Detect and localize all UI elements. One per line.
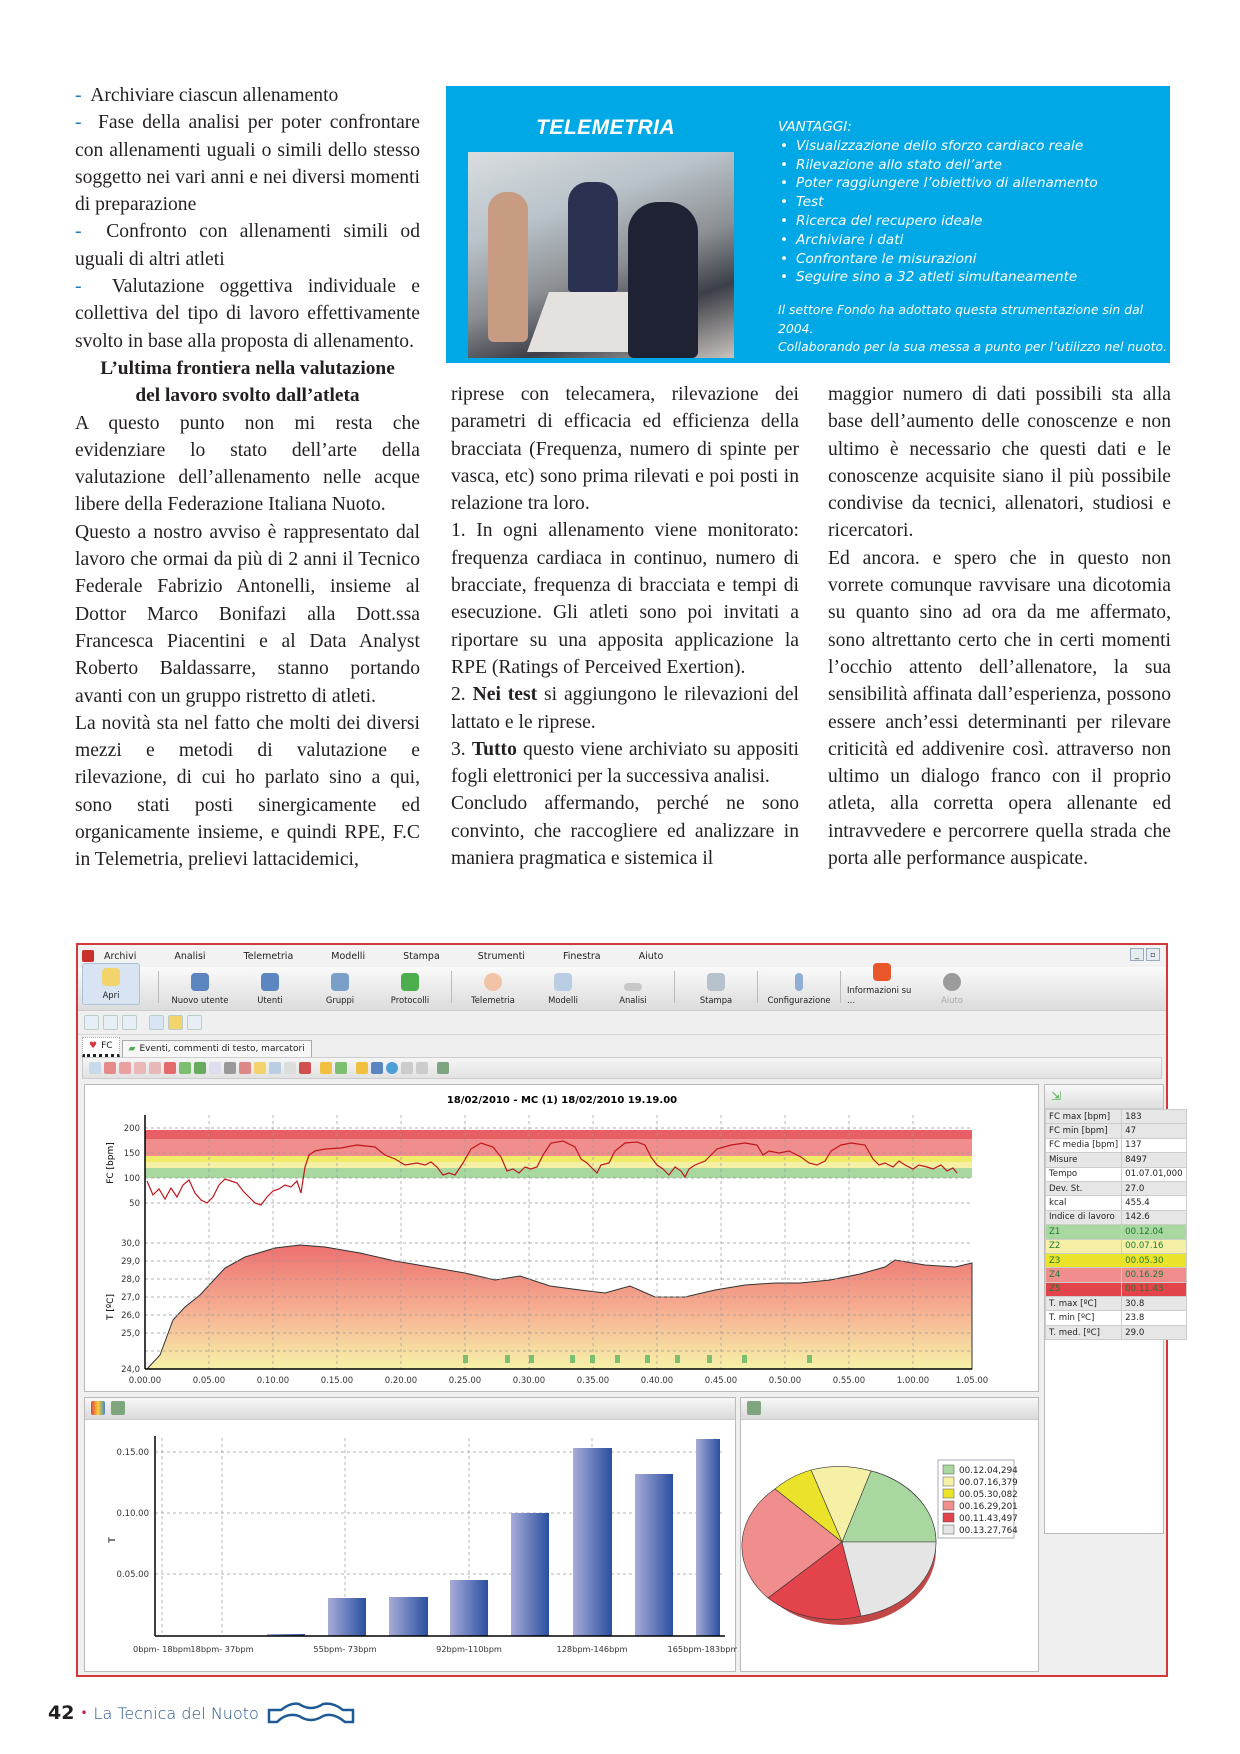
menu-strumenti[interactable]: Strumenti: [477, 950, 525, 962]
photo-figure: [568, 182, 618, 292]
stat-label: Tempo: [1046, 1167, 1122, 1181]
toolbar-protocolli[interactable]: [375, 973, 445, 1005]
pie-chart: [742, 1467, 936, 1625]
toolbar-configurazione[interactable]: [764, 973, 834, 1005]
stat-row: [1046, 1196, 1187, 1210]
svg-text:00.16.29,201: 00.16.29,201: [959, 1502, 1018, 1512]
add-user-icon: [191, 973, 209, 991]
svg-text:200: 200: [123, 1124, 140, 1134]
flag-add-icon[interactable]: [179, 1062, 191, 1074]
toolbar-telemetria[interactable]: [458, 973, 528, 1005]
main-toolbar: [78, 967, 1166, 1011]
paragraph: A questo punto non mi resta che evidenziare lo stato dell’arte della valutazione dell’allenamento nelle acque libere della Federazione Italiana Nuoto.: [75, 412, 420, 516]
vantaggi-item: • Confrontare le misurazioni: [778, 250, 1098, 269]
trend-icon[interactable]: [164, 1062, 176, 1074]
svg-text:28,0: 28,0: [121, 1275, 140, 1285]
toolbar-separator: [158, 971, 159, 1003]
stat-value: 00.12.04: [1122, 1225, 1186, 1239]
svg-text:128bpm-146bpm: 128bpm-146bpm: [556, 1644, 628, 1654]
toolbar-label: Modelli: [548, 995, 578, 1005]
svg-text:26,0: 26,0: [121, 1311, 140, 1321]
zone-z3: [145, 1156, 972, 1162]
statistics-table: [1045, 1109, 1187, 1340]
vantaggi-label: VANTAGGI:: [778, 119, 852, 135]
toolbar-label: Telemetria: [471, 995, 515, 1005]
swimmers-photo: [468, 152, 734, 358]
bullet-dash: -: [75, 85, 82, 106]
fc-y-ticks: [124, 1124, 140, 1209]
svg-text:0.10.00: 0.10.00: [256, 1376, 290, 1386]
svg-text:0.00.00: 0.00.00: [128, 1376, 162, 1386]
toolbar-modelli[interactable]: [528, 973, 598, 1005]
svg-text:00.05.30,082: 00.05.30,082: [959, 1490, 1018, 1500]
bullet-item: [75, 273, 420, 355]
column-1: [75, 82, 420, 874]
stat-label: Indice di lavoro: [1046, 1210, 1122, 1224]
heart-icon: ♥: [89, 1041, 98, 1051]
copy-icon[interactable]: [254, 1062, 266, 1074]
stat-label: FC media [bpm]: [1046, 1138, 1122, 1152]
temperature-area: [147, 1245, 972, 1369]
fc-temperature-svg: [85, 1085, 1040, 1393]
toolbar-label: Utenti: [257, 995, 283, 1005]
stat-label: T. max [ºC]: [1046, 1297, 1122, 1311]
subheading-line-2: del lavoro svolto dall’atleta: [135, 385, 360, 407]
stat-label: Z2: [1046, 1239, 1122, 1253]
svg-text:0.35.00: 0.35.00: [576, 1376, 610, 1386]
svg-text:00.11.43,497: 00.11.43,497: [959, 1514, 1018, 1524]
svg-text:0.55.00: 0.55.00: [832, 1376, 866, 1386]
bullet-item: [75, 82, 420, 109]
image-export-icon[interactable]: [437, 1062, 449, 1074]
vantaggi-item: • Test: [778, 193, 1098, 212]
restore-button[interactable]: ▫: [1146, 948, 1160, 961]
svg-text:00.12.04,294: 00.12.04,294: [959, 1466, 1018, 1476]
vantaggi-item: • Archiviare i dati: [778, 231, 1098, 250]
paragraph: maggior numero di dati possibili sta alla base dell’aumento delle conoscenze e non ultimo è necessario che questi dati e le conoscenze acquisite siano il più possibile condivise da tecnici, allenatori, studiosi e ricercatori.: [828, 384, 1171, 542]
svg-text:92bpm-110bpm: 92bpm-110bpm: [436, 1644, 502, 1654]
stat-row: [1046, 1253, 1187, 1267]
vantaggi-item: • Poter raggiungere l’obiettivo di allenamento: [778, 174, 1098, 193]
stat-value: 00.16.29: [1122, 1268, 1186, 1282]
svg-text:24,0: 24,0: [121, 1365, 140, 1375]
stat-value: 30.8: [1122, 1297, 1186, 1311]
subheading: [75, 355, 420, 410]
box-title: TELEMETRIA: [536, 116, 676, 139]
help-icon: [943, 973, 961, 991]
filter-icon[interactable]: [149, 1015, 164, 1030]
image-export-icon[interactable]: [111, 1401, 125, 1415]
photo-figure: [628, 202, 698, 358]
stat-label: FC max [bpm]: [1046, 1110, 1122, 1124]
pie-svg: [741, 1420, 1040, 1670]
svg-text:0.40.00: 0.40.00: [640, 1376, 674, 1386]
toolbar-informazioni[interactable]: [847, 963, 917, 1005]
fc-y-label: FC [bpm]: [106, 1142, 116, 1184]
stat-row: [1046, 1268, 1187, 1282]
toolbar-aiuto[interactable]: [917, 973, 987, 1005]
menu-stampa[interactable]: Stampa: [403, 950, 440, 962]
numbered-item: [451, 736, 799, 791]
fc-temperature-chart: [84, 1084, 1039, 1392]
histogram-y-label: T: [108, 1537, 118, 1543]
toolbar-separator: [840, 971, 841, 1003]
box-note: [778, 301, 1170, 357]
svg-text:150: 150: [123, 1149, 140, 1159]
zone-z2: [145, 1162, 972, 1168]
pie-chart-icon[interactable]: [386, 1062, 398, 1074]
tab-label: FC: [101, 1041, 113, 1051]
edit-icon[interactable]: [320, 1062, 332, 1074]
box-note-line: Collaborando per la sua messa a punto per l’utilizzo nel nuoto.: [778, 339, 1168, 355]
glasses-icon: [624, 983, 642, 991]
numbered-item: 1. In ogni allenamento viene monitorato: frequenza cardiaca in continuo, numero di bracciate, frequenza di bracciata e tempi di esecuzione. Gli atleti sono poi invitati a riportare su una apposita applicazione la RPE (Ratings of Perceived Exertion).: [451, 520, 799, 678]
item-bold: Nei test: [472, 684, 538, 706]
zone-histogram-pane: [84, 1397, 736, 1672]
subheading-line-1: L’ultima frontiera nella valutazione: [100, 357, 395, 379]
svg-text:0.15.00: 0.15.00: [320, 1376, 354, 1386]
chart-title: 18/02/2010 - MC (1) 18/02/2010 19.19.00: [446, 1095, 678, 1106]
stat-value: 01.07.01,000: [1122, 1167, 1186, 1181]
svg-text:18bpm- 37bpm: 18bpm- 37bpm: [190, 1644, 254, 1654]
stat-label: Z5: [1046, 1282, 1122, 1296]
t-y-label: T [ºC]: [106, 1294, 116, 1320]
toolbar-analisi[interactable]: [598, 977, 668, 1005]
wave-logo-icon: [267, 1700, 355, 1726]
menu-aiuto[interactable]: Aiuto: [638, 950, 664, 962]
stat-row: [1046, 1181, 1187, 1195]
list-icon[interactable]: [401, 1062, 413, 1074]
bullet-text: Fase della analisi per poter confrontare con allenamenti uguali o simili dello stesso soggetto nei vari anni e nei diversi momenti di preparazione: [75, 112, 420, 216]
svg-text:0.15.00: 0.15.00: [116, 1448, 149, 1458]
percent-reserve-icon[interactable]: [122, 1015, 137, 1030]
bullet-item: [75, 218, 420, 273]
minimize-button[interactable]: _: [1130, 948, 1144, 961]
stat-row: [1046, 1110, 1187, 1124]
stat-row: [1046, 1325, 1187, 1339]
stat-row: [1046, 1282, 1187, 1296]
bar-chart-icon[interactable]: [371, 1062, 383, 1074]
stat-value: 29.0: [1122, 1325, 1186, 1339]
puzzle-icon: [401, 973, 419, 991]
svg-text:0.50.00: 0.50.00: [768, 1376, 802, 1386]
svg-text:25,0: 25,0: [121, 1329, 140, 1339]
stat-value: 455.4: [1122, 1196, 1186, 1210]
svg-text:27,0: 27,0: [121, 1293, 140, 1303]
comment-icon[interactable]: [209, 1062, 221, 1074]
svg-text:165bpm-183bpm: 165bpm-183bpm: [667, 1644, 737, 1654]
toolbar-gruppi[interactable]: [305, 973, 375, 1005]
paragraph: Questo a nostro avviso è rappresentato dal lavoro che ormai da più di 2 anni il Tecnico Federale Fabrizio Antonelli, insieme al Dottor Marco Bonifazi alla Dott.ssa Francesca Piacentini e al Data Analyst Roberto Baldassarre, stanno portando avanti con un gruppo ristretto di atleti.: [75, 521, 420, 707]
toolbar-label: Apri: [102, 990, 120, 1000]
printer-icon: [707, 973, 725, 991]
svg-text:100: 100: [123, 1174, 140, 1184]
column-2: [451, 381, 799, 872]
toolbar-separator: [451, 971, 452, 1003]
vantaggi-item: • Seguire sino a 32 atleti simultaneamente: [778, 268, 1098, 287]
page-number: 42: [48, 1702, 75, 1724]
stat-label: kcal: [1046, 1196, 1122, 1210]
zone-z1: [145, 1168, 972, 1178]
menu-modelli[interactable]: Modelli: [331, 950, 366, 962]
stat-value: 142.6: [1122, 1210, 1186, 1224]
toolbar-label: Stampa: [699, 995, 733, 1005]
svg-text:00.07.16,379: 00.07.16,379: [959, 1478, 1018, 1488]
stat-row: [1046, 1239, 1187, 1253]
histogram-x-ticks: [133, 1644, 737, 1654]
svg-text:0.45.00: 0.45.00: [704, 1376, 738, 1386]
svg-text:29,0: 29,0: [121, 1257, 140, 1267]
stat-value: 23.8: [1122, 1311, 1186, 1325]
info-icon: [873, 963, 891, 981]
paragraph: Ed ancora. e spero che in questo non vorrete comunque ravvisare una dicotomia su quanto sino ad ora da me affermato, sono altrettanto certo che in certi momenti l’occhio attento dell’allenatore, la sua sensibilità affinata dall’esperienza, possono essere anch’essi determinanti per rilevare criticità ed addivenire così. attraverso non ultimo un dialogo franco con il proprio atleta, alla corretta opera allenante ed intravvedere e percorrere quella strada che porta alle performance auspicate.: [828, 547, 1171, 870]
pointer-icon[interactable]: [284, 1062, 296, 1074]
user-icon: [261, 973, 279, 991]
stat-row: [1046, 1124, 1187, 1138]
statistics-panel: [1044, 1084, 1183, 1534]
svg-text:55bpm- 73bpm: 55bpm- 73bpm: [313, 1644, 377, 1654]
window-controls: [1130, 948, 1160, 961]
export-arrow-icon[interactable]: ⇲: [1051, 1089, 1062, 1103]
item-bold: Tutto: [471, 738, 517, 760]
toolbar-separator: [757, 971, 758, 1003]
histogram-y-ticks: [117, 1448, 149, 1580]
tab-label: Eventi, commenti di testo, marcatori: [139, 1044, 305, 1054]
svg-text:0.20.00: 0.20.00: [384, 1376, 418, 1386]
bullet-text: Confronto con allenamenti simili od uguali di altri atleti: [75, 221, 421, 270]
toolbar-utenti[interactable]: [235, 973, 305, 1005]
stat-label: Z1: [1046, 1225, 1122, 1239]
toolbar-separator: [674, 971, 675, 1003]
stat-value: 183: [1122, 1110, 1186, 1124]
stat-label: Dev. St.: [1046, 1181, 1122, 1195]
vantaggi-item: • Rilevazione allo stato dell’arte: [778, 156, 1098, 175]
zoom-region-icon[interactable]: [149, 1062, 161, 1074]
sound-icon[interactable]: [224, 1062, 236, 1074]
column-3: [828, 381, 1171, 872]
item-text: questo viene archiviato su appositi fogli elettronici per la successiva analisi.: [451, 738, 799, 788]
item-number: 2.: [451, 684, 466, 706]
line-chart-icon[interactable]: [356, 1062, 368, 1074]
folder-open-icon: [102, 968, 120, 986]
documents-icon: [554, 973, 572, 991]
stat-value: 47: [1122, 1124, 1186, 1138]
zone-pie-pane: [740, 1397, 1039, 1672]
flag-remove-icon[interactable]: [194, 1062, 206, 1074]
color-icon[interactable]: [299, 1062, 311, 1074]
menu-archivi[interactable]: Archivi: [104, 950, 137, 962]
histogram-toolbar: [85, 1398, 735, 1420]
stat-value: 00.07.16: [1122, 1239, 1186, 1253]
svg-text:0bpm- 18bpm: 0bpm- 18bpm: [133, 1644, 191, 1654]
toolbar-apri[interactable]: [82, 963, 140, 1005]
bullet-text: Archiviare ciascun allenamento: [90, 85, 339, 106]
paste-icon[interactable]: [269, 1062, 281, 1074]
bpm-view-icon[interactable]: [84, 1015, 99, 1030]
svg-text:1.05.00: 1.05.00: [955, 1376, 989, 1386]
menu-bar: [78, 945, 1166, 967]
bullet-dash: -: [75, 112, 82, 134]
stat-row: [1046, 1311, 1187, 1325]
toolbar-label: Gruppi: [325, 995, 355, 1005]
x-ticks: [129, 1376, 988, 1386]
zoom-reset-icon[interactable]: [104, 1062, 116, 1074]
stat-value: 8497: [1122, 1153, 1186, 1167]
svg-text:0.30.00: 0.30.00: [512, 1376, 546, 1386]
zoom-in-icon[interactable]: [119, 1062, 131, 1074]
toolbar-nuovo-utente[interactable]: [165, 973, 235, 1005]
stat-row: [1046, 1210, 1187, 1224]
stat-label: T. med. [ºC]: [1046, 1325, 1122, 1339]
vantaggi-list: [778, 118, 1098, 287]
toolbar-label: Nuovo utente: [171, 995, 229, 1005]
toolbar-label: Protocolli: [390, 995, 430, 1005]
statistics-header: [1045, 1085, 1163, 1109]
bullet-dash: -: [75, 276, 82, 298]
chart-toolbar: [82, 1057, 1162, 1079]
palette-icon[interactable]: [91, 1401, 105, 1415]
stat-label: T. min [ºC]: [1046, 1311, 1122, 1325]
stat-row: [1046, 1153, 1187, 1167]
t-y-ticks: [121, 1239, 140, 1375]
tab-fc[interactable]: [82, 1037, 120, 1057]
print-icon[interactable]: [187, 1015, 202, 1030]
bullet-dash: -: [75, 221, 82, 243]
image-export-icon[interactable]: [747, 1401, 761, 1415]
stat-label: Z3: [1046, 1253, 1122, 1267]
toolbar-label: Configurazione: [767, 995, 831, 1005]
page-footer: [48, 1700, 355, 1726]
histogram-bars: [267, 1439, 720, 1636]
cut-icon[interactable]: [239, 1062, 251, 1074]
toolbar-label: Analisi: [619, 995, 647, 1005]
note-icon: ▰: [128, 1044, 136, 1054]
menu-analisi[interactable]: Analisi: [174, 950, 206, 962]
stat-label: Misure: [1046, 1153, 1122, 1167]
software-window: [76, 943, 1183, 1677]
zone-z5: [145, 1130, 972, 1139]
paragraph: Concludo affermando, perché ne sono convinto, che raccogliere ed analizzare in maniera pragmatica e sistemica il: [451, 793, 799, 870]
svg-text:30,0: 30,0: [121, 1239, 140, 1249]
magazine-name: La Tecnica del Nuoto: [93, 1703, 259, 1723]
stat-label: FC min [bpm]: [1046, 1124, 1122, 1138]
bullet-text: Valutazione oggettiva individuale e collettiva del tipo di lavoro effettivamente svolto in base alla proposta di allenamento.: [75, 276, 420, 352]
svg-text:1.00.00: 1.00.00: [896, 1376, 930, 1386]
stat-row: [1046, 1138, 1187, 1152]
paragraph: La novità sta nel fatto che molti dei diversi mezzi e metodi di valutazione e rilevazione, di cui ho parlato sino a qui, sono stati posti sinergicamente ed organicamente insieme, e quindi RPE, F.C in Telemetria, prelievi lattacidemici,: [75, 712, 420, 871]
export-icon[interactable]: [335, 1062, 347, 1074]
item-text: si aggiungono le rilevazioni del lattato e le riprese.: [451, 684, 799, 733]
app-logo-icon: [82, 950, 94, 962]
stat-row: [1046, 1225, 1187, 1239]
tab-eventi[interactable]: [122, 1040, 312, 1057]
menu-finestra[interactable]: Finestra: [562, 950, 601, 962]
vantaggi-item: • Visualizzazione dello sforzo cardiaco reale: [778, 137, 1098, 156]
numbered-item: [451, 681, 799, 736]
bullet-item: [75, 109, 420, 218]
footer-separator: •: [80, 1706, 88, 1720]
group-icon: [331, 973, 349, 991]
toolbar-label: Informazioni su ...: [847, 985, 912, 1005]
svg-text:00.13.27,764: 00.13.27,764: [959, 1526, 1018, 1536]
svg-text:0.25.00: 0.25.00: [448, 1376, 482, 1386]
signal-icon: [484, 973, 502, 991]
stat-row: [1046, 1297, 1187, 1311]
open-file-icon[interactable]: [168, 1015, 183, 1030]
telemetria-box: [446, 86, 1170, 363]
histogram-svg: [85, 1420, 737, 1670]
box-note-line: Il settore Fondo ha adottato questa strumentazione sin dal 2004.: [778, 302, 1144, 336]
compare-icon[interactable]: [416, 1062, 428, 1074]
stat-label: Z4: [1046, 1268, 1122, 1282]
toolbar-stampa[interactable]: [681, 973, 751, 1005]
menu-telemetria[interactable]: Telemetria: [243, 950, 294, 962]
photo-figure: [488, 192, 528, 342]
secondary-toolbar: [78, 1011, 1166, 1035]
pie-toolbar: [741, 1398, 1038, 1420]
paragraph: riprese con telecamera, rilevazione dei parametri di efficacia ed efficienza della bracciata (Frequenza, numero di spinte per vasca, etc) sono prima rilevati e poi posti in relazione tra loro.: [451, 384, 799, 515]
svg-text:0.05.00: 0.05.00: [116, 1570, 149, 1580]
percent-max-icon[interactable]: [103, 1015, 118, 1030]
stat-value: 137: [1122, 1138, 1186, 1152]
stat-value: 00.05.30: [1122, 1253, 1186, 1267]
pie-legend: [938, 1460, 1018, 1538]
svg-text:50: 50: [129, 1199, 140, 1209]
svg-text:0.10.00: 0.10.00: [116, 1509, 149, 1519]
item-number: 3.: [451, 738, 466, 760]
zoom-out-icon[interactable]: [134, 1062, 146, 1074]
toolbar-label: Aiuto: [941, 995, 963, 1005]
tab-bar: [78, 1035, 1166, 1057]
stat-value: 27.0: [1122, 1181, 1186, 1195]
stat-row: [1046, 1167, 1187, 1181]
select-icon[interactable]: [89, 1062, 101, 1074]
svg-text:0.05.00: 0.05.00: [192, 1376, 226, 1386]
vantaggi-item: • Ricerca del recupero ideale: [778, 212, 1098, 231]
wrench-icon: [795, 973, 803, 991]
stat-value: 00.11.43: [1122, 1282, 1186, 1296]
